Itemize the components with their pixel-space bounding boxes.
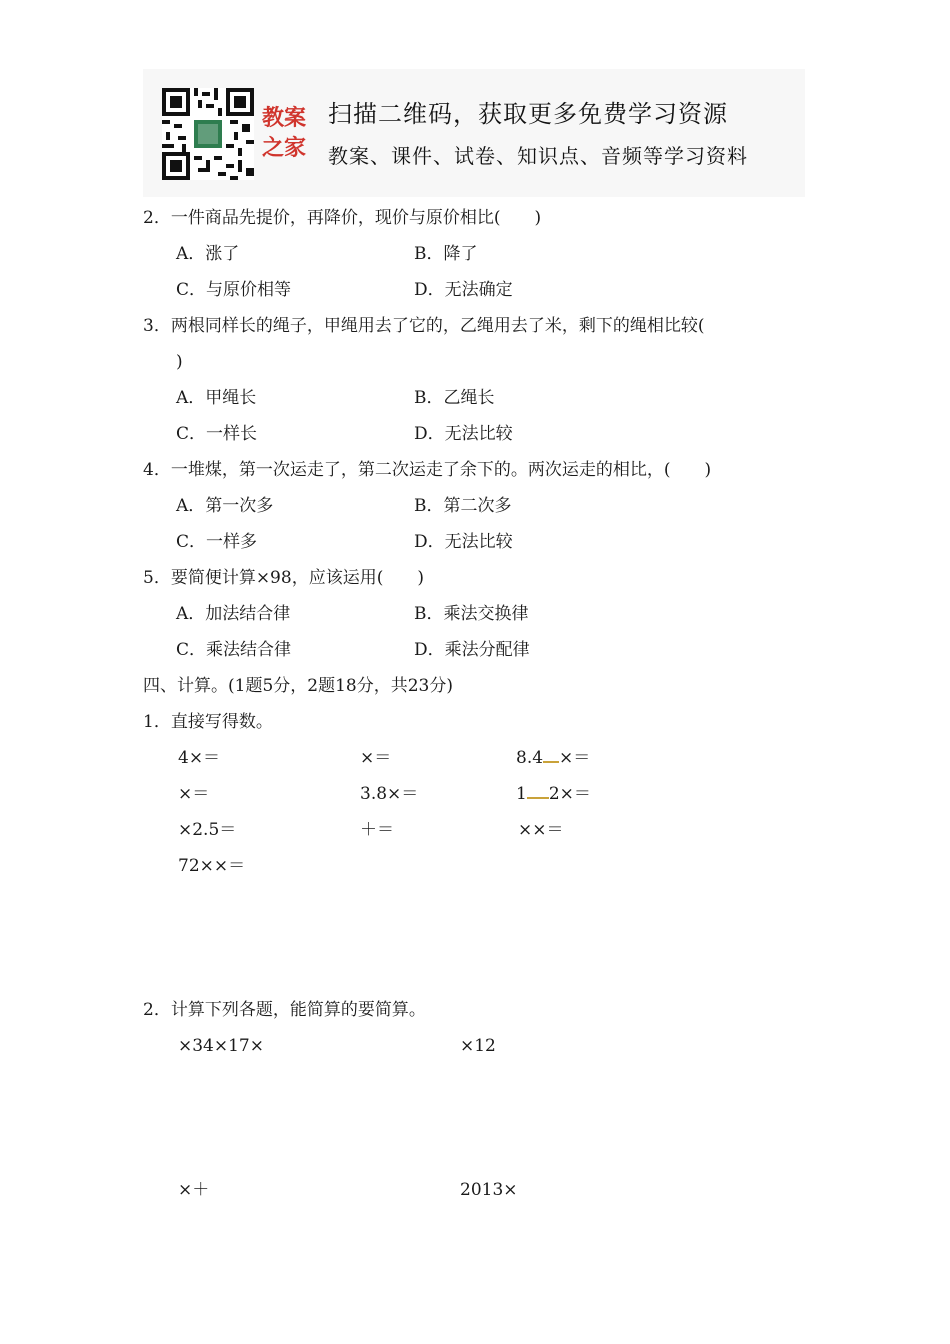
question-3-stem: 3．两根同样长的绳子，甲绳用去了它的，乙绳用去了米，剩下的绳相比较( <box>143 316 705 336</box>
fraction-placeholder <box>543 749 559 763</box>
calc-item: 72××＝ <box>178 856 246 876</box>
question-2-stem: 2．一件商品先提价，再降价，现价与原价相比( ) <box>143 208 542 228</box>
banner-logo <box>262 104 322 164</box>
question-4-stem: 4．一堆煤，第一次运走了，第二次运走了余下的。两次运走的相比，( ) <box>143 460 712 480</box>
question-2-option-a: A．涨了 <box>176 244 240 264</box>
question-5-stem: 5．要简便计算×98，应该运用( ) <box>143 568 424 588</box>
banner-subline: 教案、课件、试卷、知识点、音频等学习资料 <box>328 144 748 168</box>
calc-item: ××＝ <box>518 820 564 840</box>
fraction-placeholder <box>527 785 549 799</box>
banner-logo-line1: 教案 <box>262 106 307 131</box>
question-4-option-c: C．一样多 <box>176 532 258 552</box>
calc-item-part: 2×＝ <box>548 784 591 804</box>
calc-item-composite <box>516 746 590 770</box>
calc-item: 4×＝ <box>178 748 221 768</box>
calc-item: ×2.5＝ <box>178 820 237 840</box>
calc-item-part: 8.4 <box>516 748 544 768</box>
question-2-option-d: D．无法确定 <box>414 280 513 300</box>
calc-q2-title: 2．计算下列各题，能简算的要简算。 <box>143 1000 426 1020</box>
section-4-heading: 四、计算。(1题5分，2题18分，共23分) <box>143 676 453 696</box>
question-3-option-a: A．甲绳长 <box>176 388 257 408</box>
calc-q2-item: ×34×17× <box>178 1036 264 1056</box>
calc-item-part: 1 <box>516 784 527 804</box>
question-4-option-b: B．第二次多 <box>414 496 512 516</box>
calc-item-part: ×＝ <box>559 748 591 768</box>
calc-q2-item: ×＋ <box>178 1180 210 1200</box>
banner-headline: 扫描二维码，获取更多免费学习资源 <box>328 100 728 128</box>
calc-q1-title: 1．直接写得数。 <box>143 712 273 732</box>
question-5-option-d: D．乘法分配律 <box>414 640 530 660</box>
banner-logo-line2: 之家 <box>262 136 307 161</box>
question-5-option-a: A．加法结合律 <box>176 604 291 624</box>
calc-q2-item: 2013× <box>460 1180 518 1200</box>
question-2-option-c: C．与原价相等 <box>176 280 292 300</box>
calc-item: 3.8×＝ <box>360 784 419 804</box>
question-5-option-c: C．乘法结合律 <box>176 640 292 660</box>
question-3-option-c: C．一样长 <box>176 424 258 444</box>
question-4-option-d: D．无法比较 <box>414 532 513 552</box>
question-3-stem-continuation: ) <box>176 352 183 372</box>
calc-q2-item: ×12 <box>460 1036 496 1056</box>
calc-item: ×＝ <box>178 784 210 804</box>
question-4-option-a: A．第一次多 <box>176 496 274 516</box>
qr-code[interactable] <box>162 88 254 180</box>
calc-item: ×＝ <box>360 748 392 768</box>
question-3-option-d: D．无法比较 <box>414 424 513 444</box>
question-2-option-b: B．降了 <box>414 244 478 264</box>
question-3-option-b: B．乙绳长 <box>414 388 495 408</box>
calc-item-composite <box>516 782 591 806</box>
calc-item: ＋＝ <box>360 820 394 840</box>
question-5-option-b: B．乘法交换律 <box>414 604 529 624</box>
